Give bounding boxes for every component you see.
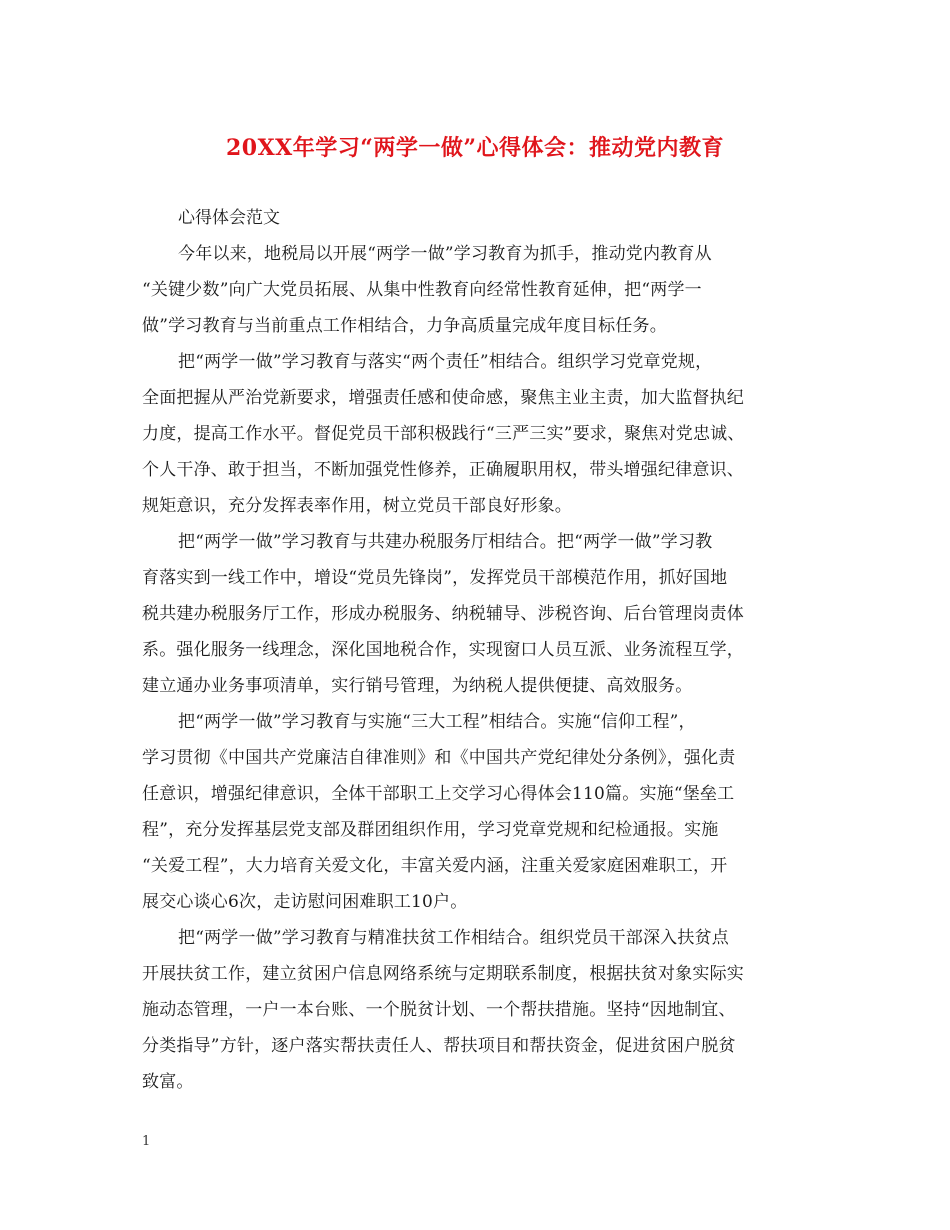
paragraph-line: “关爱工程”，大力培育关爱文化，丰富关爱内涵，注重关爱家庭困难职工，开: [142, 856, 728, 876]
paragraph-line: 做”学习教育与当前重点工作相结合，力争高质量完成年度目标任务。: [142, 316, 667, 336]
paragraph-line: 规矩意识，充分发挥表率作用，树立党员干部良好形象。: [142, 496, 572, 516]
paragraph-line: 致富。: [142, 1072, 194, 1092]
paragraph-line: 把“两学一做”学习教育与落实“两个责任”相结合。组织学习党章党规，: [178, 352, 713, 372]
paragraph-line: 施动态管理，一户一本台账、一个脱贫计划、一个帮扶措施。坚持“因地制宜、: [142, 1000, 736, 1020]
document-title: 20XX年学习“两学一做”心得体会：推动党内教育: [225, 135, 725, 161]
paragraph-line: 税共建办税服务厅工作，形成办税服务、纳税辅导、涉税咨询、后台管理岗责体: [142, 604, 744, 624]
paragraph-1: [142, 236, 822, 344]
paragraph-2: [142, 344, 822, 524]
paragraph-line: 建立通办业务事项清单，实行销号管理，为纳税人提供便捷、高效服务。: [142, 676, 693, 696]
paragraph-line: 开展扶贫工作，建立贫困户信息网络系统与定期联系制度，根据扶贫对象实际实: [142, 964, 744, 984]
paragraph-line: 把“两学一做”学习教育与实施“三大工程”相结合。实施“信仰工程”，: [178, 712, 696, 732]
paragraph-line: 个人干净、敢于担当，不断加强党性修养，正确履职用权，带头增强纪律意识、: [142, 460, 744, 480]
paragraph-5: [142, 920, 822, 1100]
paragraph-line: 任意识，增强纪律意识，全体干部职工上交学习心得体会110篇。实施“堡垒工: [142, 784, 735, 804]
paragraph-line: 今年以来，地税局以开展“两学一做”学习教育为抓手，推动党内教育从: [178, 244, 712, 264]
paragraph-4: [142, 704, 822, 920]
paragraph-line: 程”，充分发挥基层党支部及群团组织作用，学习党章党规和纪检通报。实施: [142, 820, 719, 840]
paragraph-line: 学习贯彻《中国共产党廉洁自律准则》和《中国共产党纪律处分条例》，强化责: [142, 748, 736, 768]
paragraph-line: 系。强化服务一线理念，深化国地税合作，实现窗口人员互派、业务流程互学，: [142, 640, 744, 660]
paragraph-line: 力度，提高工作水平。督促党员干部积极践行“三严三实”要求，聚焦对党忠诚、: [142, 424, 745, 444]
document-body: [142, 200, 822, 1100]
paragraph-line: 育落实到一线工作中，增设“党员先锋岗”，发挥党员干部模范作用，抓好国地: [142, 568, 728, 588]
paragraph-line: 把“两学一做”学习教育与精准扶贫工作相结合。组织党员干部深入扶贫点: [178, 928, 729, 948]
paragraph-3: [142, 524, 822, 704]
paragraph-line: 分类指导”方针，逐户落实帮扶责任人、帮扶项目和帮扶资金，促进贫困户脱贫: [142, 1036, 736, 1056]
paragraph-line: “关键少数”向广大党员拓展、从集中性教育向经常性教育延伸，把“两学一: [142, 280, 702, 300]
paragraph-line: 全面把握从严治党新要求，增强责任感和使命感，聚焦主业主责，加大监督执纪: [142, 388, 744, 408]
paragraph-line: 把“两学一做”学习教育与共建办税服务厅相结合。把“两学一做”学习教: [178, 532, 713, 552]
paragraph-line: 展交心谈心6次，走访慰问困难职工10户。: [142, 892, 468, 912]
page-number: 1: [142, 1134, 151, 1149]
document-subtitle: 心得体会范文: [178, 208, 280, 228]
